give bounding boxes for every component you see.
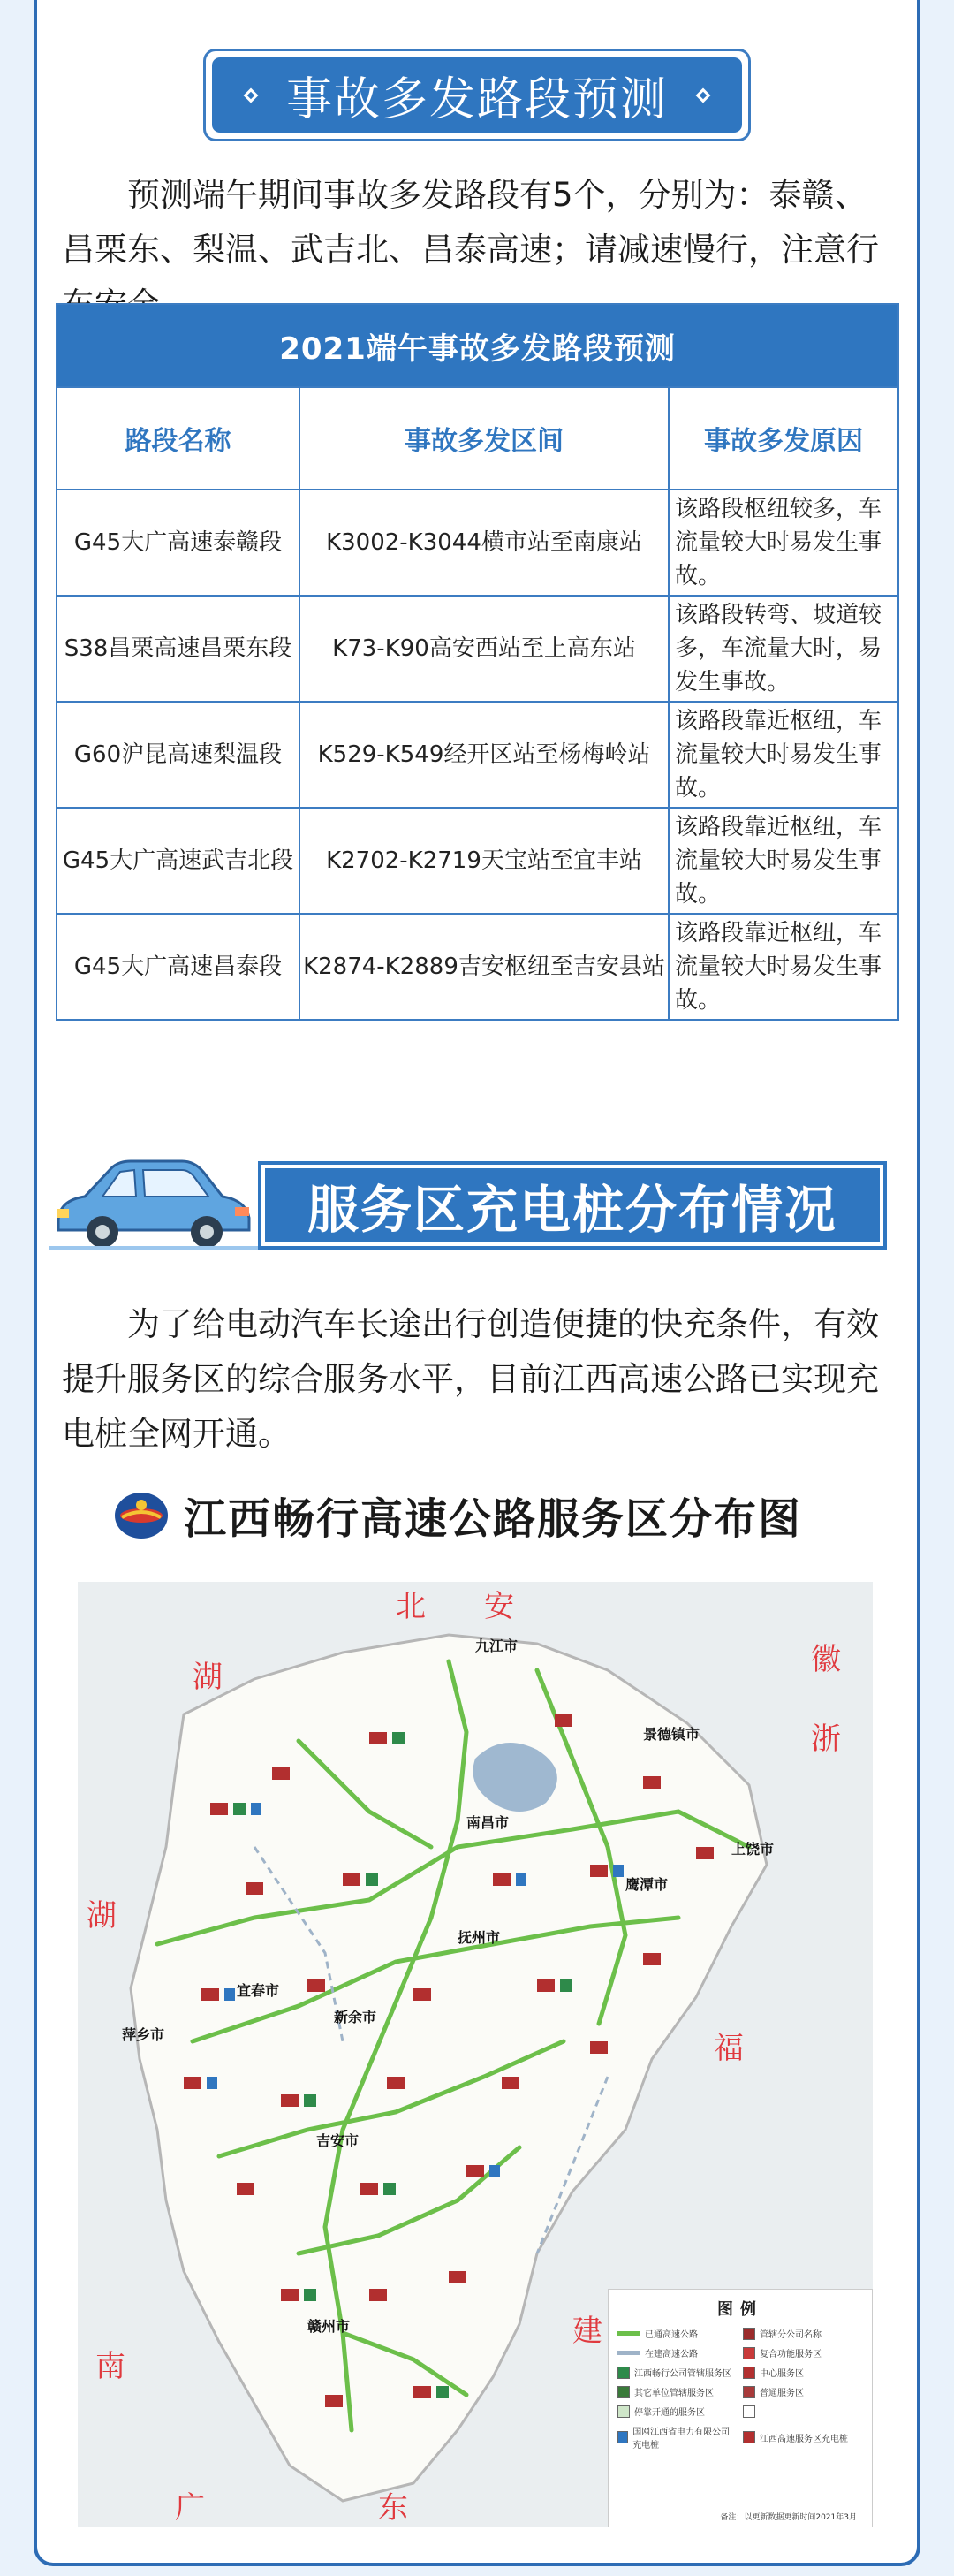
map-legend: [608, 2289, 873, 2527]
city-label: 鹰潭市: [625, 1876, 669, 1893]
accident-intro-paragraph: 预测端午期间事故多发路段有5个，分别为：泰赣、昌栗东、梨温、武吉北、昌泰高速；请减速慢行，注意行: [62, 176, 879, 269]
table-row: [57, 490, 898, 596]
reason-cell: 该路段靠近枢纽，车流量较大时易发生事故。: [669, 808, 898, 914]
road-name-cell: G45大广高速泰赣段: [57, 490, 299, 596]
road-name-cell: G45大广高速武吉北段: [57, 808, 299, 914]
section-heading-accidents: [203, 49, 751, 141]
legend-item: [743, 2405, 863, 2418]
diamond-icon: [243, 87, 258, 103]
city-label: 上饶市: [731, 1841, 775, 1858]
highway-charger-icon: [743, 2431, 755, 2443]
city-label: 抚州市: [458, 1929, 501, 1946]
legend-item: [617, 2405, 738, 2418]
open-service-icon: [617, 2405, 630, 2418]
city-label: 宜春市: [237, 1982, 280, 1999]
province-label: 广: [175, 2490, 205, 2526]
legend-label: 复合功能服务区: [760, 2350, 822, 2359]
legend-label: 管辖分公司名称: [760, 2330, 822, 2340]
range-cell: K3002-K3044横市站至南康站: [299, 490, 669, 596]
section-heading-text: 服务区充电桩分布情况: [307, 1180, 837, 1240]
legend-title: 图例: [717, 2300, 763, 2319]
legend-label: 国网江西省电力有限公司充电桩: [632, 2428, 731, 2451]
province-label: 建: [572, 2314, 602, 2349]
reason-cell: 该路段靠近枢纽，车流量较大时易发生事故。: [669, 702, 898, 808]
legend-label: 江西高速服务区充电桩: [760, 2434, 848, 2444]
range-cell: K73-K90高安西站至上高东站: [299, 596, 669, 702]
diamond-icon: [696, 87, 711, 103]
table-row: [57, 808, 898, 914]
city-label: 九江市: [475, 1638, 519, 1654]
legend-label: 停靠开通的服务区: [634, 2408, 705, 2418]
map-title-text: 江西畅行高速公路服务区分布图: [184, 1494, 803, 1544]
state-grid-charger-icon: [617, 2431, 628, 2443]
normal-service-icon: [743, 2386, 755, 2398]
city-label: 赣州市: [307, 2318, 351, 2335]
company-marker-icon: [743, 2328, 755, 2340]
map-title: [113, 1485, 802, 1546]
section-heading-text: 事故多发路段预测: [285, 73, 668, 126]
legend-item: [743, 2385, 863, 2398]
map-note: 备注：以更新数据更新时间2021年3月: [720, 2513, 857, 2522]
city-label: 吉安市: [316, 2132, 360, 2149]
reason-cell: 该路段靠近枢纽，车流量较大时易发生事故。: [669, 914, 898, 1020]
legend-label: 在建高速公路: [645, 2350, 698, 2359]
column-header: 路段名称: [57, 387, 299, 490]
table-row: [57, 702, 898, 808]
table-row: [57, 914, 898, 1020]
province-label: 湖: [87, 1898, 117, 1934]
blank-icon: [743, 2405, 755, 2418]
accident-table: [56, 303, 899, 1021]
legend-item: [617, 2366, 738, 2379]
center-service-icon: [743, 2367, 755, 2379]
legend-item: [743, 2366, 863, 2379]
legend-label: 江西畅行公司管辖服务区: [634, 2369, 731, 2379]
table-title: 2021端午事故多发路段预测: [57, 304, 898, 387]
reason-cell: 该路段转弯、坡道较多，车流量大时，易发生事故。: [669, 596, 898, 702]
legend-label: 其它单位管辖服务区: [634, 2389, 714, 2398]
legend-item: [617, 2327, 738, 2340]
legend-item: [617, 2424, 738, 2451]
car-icon: [49, 1149, 261, 1255]
province-label: 安: [484, 1589, 514, 1624]
road-name-cell: G45大广高速昌泰段: [57, 914, 299, 1020]
province-label: 徽: [811, 1642, 841, 1677]
reason-cell: 该路段枢纽较多，车流量较大时易发生事故。: [669, 490, 898, 596]
province-label: 湖: [193, 1660, 223, 1695]
city-label: 景德镇市: [643, 1726, 700, 1743]
legend-label: 普通服务区: [760, 2389, 804, 2398]
range-cell: K2874-K2889吉安枢纽至吉安县站: [299, 914, 669, 1020]
map-area: [78, 1582, 873, 2527]
other-service-icon: [617, 2386, 630, 2398]
province-label: 福: [714, 2031, 744, 2066]
city-label: 新余市: [334, 2009, 377, 2025]
province-label: 东: [378, 2490, 408, 2526]
road-name-cell: S38昌栗高速昌栗东段: [57, 596, 299, 702]
range-cell: K529-K549经开区站至杨梅岭站: [299, 702, 669, 808]
legend-label: 已通高速公路: [645, 2330, 698, 2340]
company-service-icon: [617, 2367, 630, 2379]
composite-service-icon: [743, 2347, 755, 2359]
city-label: 萍乡市: [122, 2026, 165, 2043]
legend-label: 中心服务区: [760, 2369, 804, 2379]
charging-intro-paragraph: 为了给电动汽车长途出行创造便捷的快充条件，有效提升服务区的综合服务水平，目前江西高速公路已实现充电桩全网开通。: [62, 1305, 879, 1453]
province-label: 浙: [811, 1721, 841, 1757]
legend-item: [617, 2385, 738, 2398]
service-area-map: [78, 1467, 885, 2527]
range-cell: K2702-K2719天宝站至宜丰站: [299, 808, 669, 914]
section-heading-charging: [258, 1161, 887, 1250]
road-line-icon: [617, 2331, 640, 2336]
company-logo-icon: [113, 1487, 170, 1544]
table-row: [57, 596, 898, 702]
road-name-cell: G60沪昆高速梨温段: [57, 702, 299, 808]
legend-item: [743, 2346, 863, 2359]
legend-item: [743, 2424, 863, 2451]
legend-item: [743, 2327, 863, 2340]
province-label: 南: [95, 2349, 125, 2384]
planned-road-icon: [617, 2351, 640, 2355]
column-header: 事故多发原因: [669, 387, 898, 490]
legend-item: [617, 2346, 738, 2359]
city-label: 南昌市: [466, 1814, 510, 1831]
province-label: 北: [396, 1589, 426, 1624]
column-header: 事故多发区间: [299, 387, 669, 490]
